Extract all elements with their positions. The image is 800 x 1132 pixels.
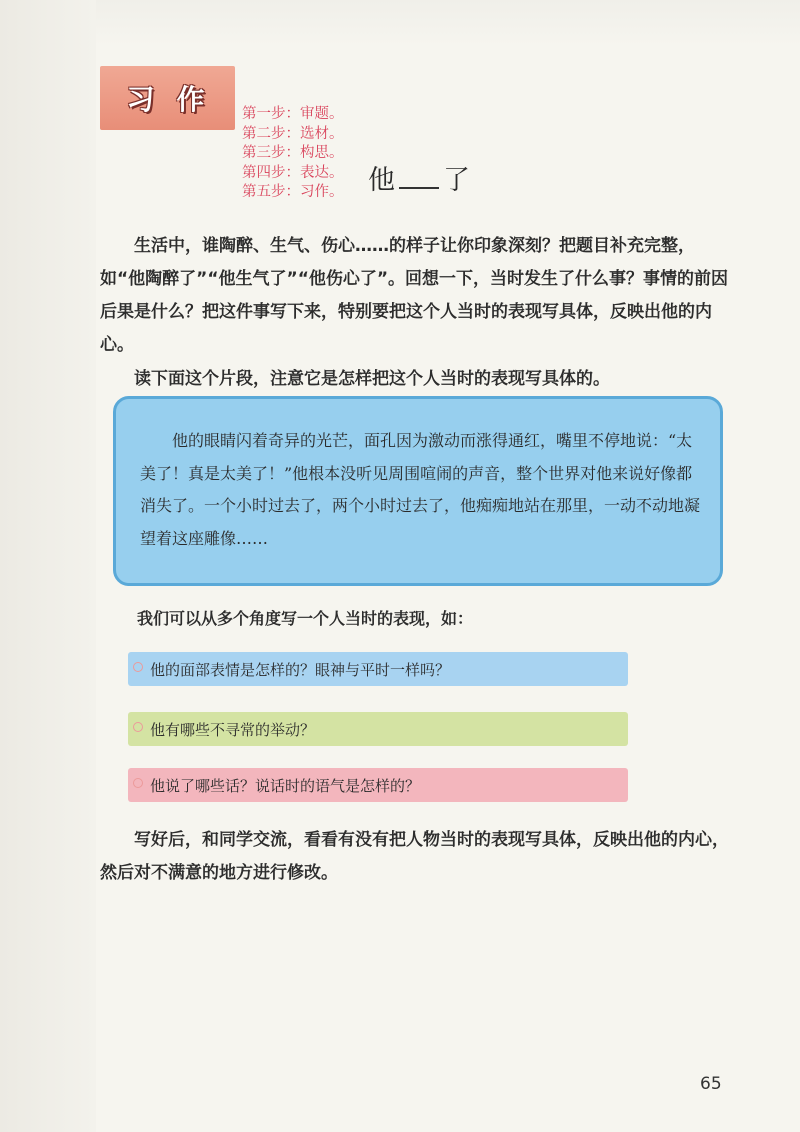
intro-paragraph: 生活中，谁陶醉、生气、伤心……的样子让你印象深刻？把题目补充完整，如“他陶醉了”“他生气了”“他伤心了”。回想一下，当时发生了什么事？事情的前因后果是什么？把这件事写下来，特别要把这个人当时的表现写具体，反映出他的内心。 (100, 236, 729, 355)
title-before: 他 (368, 165, 395, 196)
step-2: 第二步：选材。 (242, 125, 344, 142)
step-5: 第五步：习作。 (242, 184, 344, 200)
angles-intro: 我们可以从多个角度写一个人当时的表现，如： (137, 609, 474, 628)
sample-passage: 他的眼睛闪着奇异的光芒，面孔因为激动而涨得通红，嘴里不停地说：“太美了！真是太美了！”他根本没听见周围喧闹的声音，整个世界对他来说好像都消失了。一个小时过去了，两个小时过去了，他痴痴地站在那里，一动不动地凝望着这座雕像…… (140, 431, 701, 548)
writing-steps (242, 105, 344, 203)
section-badge-label: 习作 (126, 83, 227, 116)
angle-text: 他说了哪些话？说话时的语气是怎样的？ (150, 777, 421, 795)
bullet-circle-icon (133, 778, 143, 788)
page-margin (0, 0, 96, 1132)
title-blank (399, 165, 439, 189)
step-4: 第四步：表达。 (242, 164, 344, 181)
read-prompt: 读下面这个片段，注意它是怎样把这个人当时的表现写具体的。 (134, 369, 610, 389)
title-after: 了 (443, 165, 470, 196)
closing-paragraph: 写好后，和同学交流，看看有没有把人物当时的表现写具体，反映出他的内心，然后对不满意的地方进行修改。 (100, 830, 729, 883)
angle-band-facial (128, 652, 628, 686)
sample-passage-box (113, 396, 723, 586)
step-3: 第三步：构思。 (242, 145, 344, 161)
angle-text: 他的面部表情是怎样的？眼神与平时一样吗？ (150, 661, 451, 679)
angle-text: 他有哪些不寻常的举动？ (150, 721, 316, 739)
section-badge (100, 66, 235, 130)
bullet-circle-icon (133, 662, 143, 672)
angle-band-speech (128, 768, 628, 802)
page-top-band (96, 0, 800, 46)
page-number: 65 (700, 1074, 722, 1094)
bullet-circle-icon (133, 722, 143, 732)
essay-title (368, 158, 470, 197)
angle-band-actions (128, 712, 628, 746)
step-1: 第一步：审题。 (242, 106, 344, 122)
